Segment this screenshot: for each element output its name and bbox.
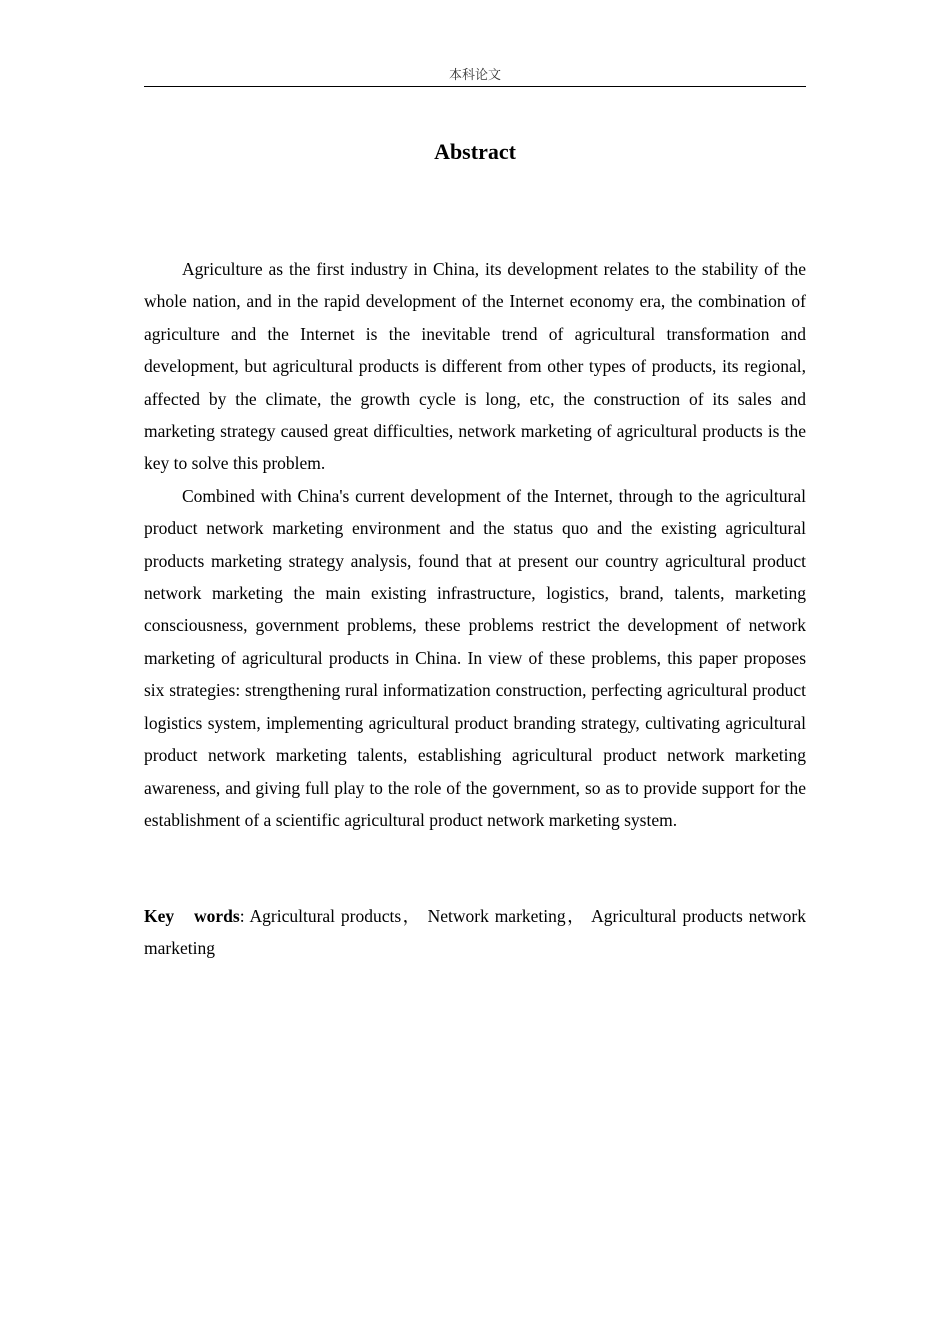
running-header: 本科论文 [448,68,501,83]
abstract-paragraph-1: Agriculture as the first industry in China, its development relates to the stability of the whole nation, and in the rapid development of the Internet economy era, the combination of agriculture and the Internet is the inevitable trend of agricultural transformation and development, but agricultural products is different from other types of products, its regional, affected by the climate, the growth cycle is long, etc, the construction of its sales and marketing strategy caused great difficulties, network marketing of agricultural products is the key to solve this problem. [144,259,806,474]
header-rule [144,86,806,87]
keywords-separator: : [239,906,250,926]
keywords-label: Key words [144,906,240,926]
abstract-paragraph-2: Combined with China's current development of the Internet, through to the agricultural product network marketing environment and the status quo and the existing agricultural products marketing strategy analysis, found that at present our country agricultural product network marketing the main existing infrastructure, logistics, brand, talents, marketing consciousness, government problems, these problems restrict the development of network marketing of agricultural products in China. In view of these problems, this paper proposes six strategies: strengthening rural informatization construction, perfecting agricultural product logistics system, implementing agricultural product branding strategy, cultivating agricultural product network marketing talents, establishing agricultural product network marketing awareness, and giving full play to the role of the government, so as to provide support for the establishment of a scientific agricultural product network marketing system. [144,485,806,830]
keywords-text: Agricultural products， Network marketing， Agricultural products network marketing [144,906,806,958]
abstract-body [144,253,806,836]
keywords-line [144,900,806,964]
abstract-title: Abstract [434,139,516,164]
